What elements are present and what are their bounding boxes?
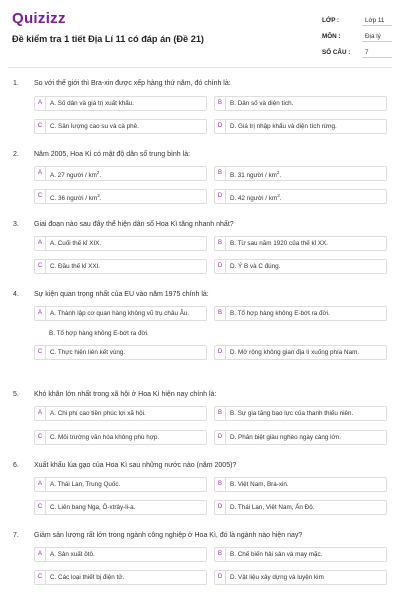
- option-letter: A: [35, 478, 46, 491]
- q1-option-b[interactable]: [214, 96, 387, 111]
- option-letter: A: [35, 97, 46, 110]
- question-number: 6.: [13, 462, 19, 469]
- option-text: A. 27 người / $km^2$.: [50, 170, 102, 180]
- q6-option-c[interactable]: [34, 500, 207, 515]
- q4-option-a[interactable]: [34, 306, 207, 321]
- option-text: B. Sự gia tăng bạo lực của thanh thiếu niên.: [230, 410, 354, 417]
- option-letter: C: [35, 431, 46, 444]
- option-letter: B: [215, 307, 226, 320]
- option-text: C. Thực hiện liên kết vùng.: [50, 349, 126, 356]
- page-title: Đề kiểm tra 1 tiết Địa Lí 11 có đáp án (Đề 21): [12, 34, 204, 44]
- option-letter: C: [35, 190, 46, 203]
- q6-option-d[interactable]: [214, 500, 387, 515]
- option-text: A. Sản xuất ôtô.: [50, 551, 95, 558]
- q3-option-c[interactable]: [34, 259, 207, 274]
- q4-option-c[interactable]: [34, 345, 207, 360]
- option-letter: C: [35, 260, 46, 273]
- q7-option-c[interactable]: [34, 570, 207, 585]
- option-letter: C: [35, 346, 46, 359]
- q7-option-a[interactable]: [34, 547, 207, 562]
- option-text: C. 36 người / $km^2$.: [50, 193, 102, 203]
- question-text: So với thế giới thì Bra-xin được xếp hàng thứ năm, đó chính là:: [34, 80, 231, 87]
- question-number: 2.: [13, 151, 19, 158]
- q3-option-a[interactable]: [34, 236, 207, 251]
- question-count-label: SỐ CÂU :: [322, 49, 351, 56]
- option-letter: B: [215, 167, 226, 180]
- question-text: Giảm sản lượng rất lớn trong ngành công nghiệp ở Hoa Kì, đó là ngành nào hiện nay?: [34, 532, 303, 539]
- option-letter: A: [35, 307, 46, 320]
- q6-option-b[interactable]: [214, 477, 387, 492]
- q7-option-d[interactable]: [214, 570, 387, 585]
- q1-option-d[interactable]: [214, 119, 387, 134]
- option-letter: D: [215, 571, 226, 584]
- option-text: D. Mở rộng không gian địa lí xuống phía Nam.: [230, 349, 360, 356]
- option-letter: A: [35, 548, 46, 561]
- question-number: 4.: [13, 291, 19, 298]
- option-letter: B: [215, 97, 226, 110]
- question-text: Xuất khẩu lúa gạo của Hoa Kì sau những nước nào (năm 2005)?: [34, 462, 237, 469]
- option-text: A. Số dân và giá trị xuất khẩu.: [50, 100, 135, 107]
- question-text: Năm 2005, Hoa Kì có mật độ dân số trung bình là:: [34, 151, 191, 158]
- option-text: D. Phân biệt giàu nghèo ngày càng lớn.: [230, 434, 341, 441]
- option-letter: D: [215, 190, 226, 203]
- option-text: C. Môi trường văn hóa không phù hợp.: [50, 434, 160, 441]
- option-text: D. Vật liệu xây dựng và luyện kim: [230, 574, 324, 581]
- option-letter: D: [215, 260, 226, 273]
- option-text: A. Thành lập cơ quan hàng không vũ trụ châu Âu.: [50, 310, 190, 317]
- option-text: B. Dân số và diện tích.: [230, 100, 294, 107]
- q4-option-d[interactable]: [214, 345, 387, 360]
- option-letter: A: [35, 237, 46, 250]
- q4-option-b[interactable]: [214, 306, 387, 321]
- question-count-value[interactable]: 7: [362, 46, 392, 58]
- option-text: B. 31 người / $km^2$.: [230, 170, 282, 180]
- header-divider: [8, 67, 392, 68]
- question-number: 3.: [13, 221, 19, 228]
- option-letter: A: [35, 407, 46, 420]
- option-text: C. Sản lượng cao su và cà phê.: [50, 123, 139, 130]
- option-letter: A: [35, 167, 46, 180]
- class-label: LỚP :: [322, 17, 340, 24]
- q5-option-b[interactable]: [214, 406, 387, 421]
- option-text: C. Các loại thiết bị điện tử.: [50, 574, 125, 581]
- q4-option-b-repeat[interactable]: [34, 327, 207, 342]
- q5-option-a[interactable]: [34, 406, 207, 421]
- option-text: D. Ý B và C đúng.: [230, 263, 281, 270]
- option-letter: D: [215, 346, 226, 359]
- option-text: B. Việt Nam, Bra-xin.: [230, 481, 289, 488]
- option-letter: C: [35, 501, 46, 514]
- question-text: Khó khăn lớn nhất trong xã hội ở Hoa Kì hiện nay chính là:: [34, 391, 217, 398]
- question-number: 7.: [13, 532, 19, 539]
- option-text: D. Thái Lan, Việt Nam, Ấn Độ.: [230, 504, 315, 511]
- class-value[interactable]: Lớp 11: [362, 14, 392, 26]
- option-letter: D: [215, 120, 226, 133]
- q1-option-a[interactable]: [34, 96, 207, 111]
- q2-option-b[interactable]: [214, 166, 387, 181]
- q7-option-b[interactable]: [214, 547, 387, 562]
- option-text: B. Chế biến hải sản và may mặc.: [230, 551, 323, 558]
- question-number: 5.: [13, 391, 19, 398]
- question-text: Giai đoạn nào sau đây thể hiện dân số Hoa Kì tăng nhanh nhất?: [34, 221, 234, 228]
- subject-label: MÔN :: [322, 33, 341, 40]
- option-text: C. Đầu thế kỉ XXI.: [50, 263, 101, 270]
- option-text: A. Thái Lan, Trung Quốc.: [50, 481, 121, 488]
- option-text: C. Liên bang Nga, Ô-xtrây-li-a.: [50, 504, 136, 511]
- q2-option-d[interactable]: [214, 189, 387, 204]
- option-letter: C: [35, 120, 46, 133]
- q3-option-d[interactable]: [214, 259, 387, 274]
- option-letter: B: [215, 237, 226, 250]
- option-text: D. Giá trị nhập khẩu và diện tích rừng.: [230, 123, 337, 130]
- q2-option-c[interactable]: [34, 189, 207, 204]
- q3-option-b[interactable]: [214, 236, 387, 251]
- q2-option-a[interactable]: [34, 166, 207, 181]
- option-text: B. Từ sau năm 1920 của thế kỉ XX.: [230, 240, 328, 247]
- option-text: B. Tổ hợp hàng không E-bớt ra đời.: [49, 330, 149, 337]
- q6-option-a[interactable]: [34, 477, 207, 492]
- option-letter: B: [215, 548, 226, 561]
- q1-option-c[interactable]: [34, 119, 207, 134]
- option-text: B. Tổ hợp hàng không E-bớt ra đời.: [230, 310, 330, 317]
- option-text: D. 42 người / $km^2$.: [230, 193, 282, 203]
- option-letter: B: [215, 478, 226, 491]
- question-text: Sự kiện quan trọng nhất của EU vào năm 1975 chính là:: [34, 291, 209, 298]
- q5-option-d[interactable]: [214, 430, 387, 445]
- subject-value[interactable]: Địa lý: [362, 30, 392, 42]
- option-letter: C: [35, 571, 46, 584]
- option-text: A. Cuối thế kỉ XIX.: [50, 240, 102, 247]
- quizizz-logo[interactable]: Quizizz: [12, 10, 66, 27]
- q5-option-c[interactable]: [34, 430, 207, 445]
- option-text: A. Chi phí cao tiền phúc lợi xã hội.: [50, 410, 146, 417]
- option-letter: D: [215, 501, 226, 514]
- worksheet-header: [0, 0, 400, 70]
- option-letter: D: [215, 431, 226, 444]
- question-number: 1.: [13, 80, 19, 87]
- option-letter: B: [215, 407, 226, 420]
